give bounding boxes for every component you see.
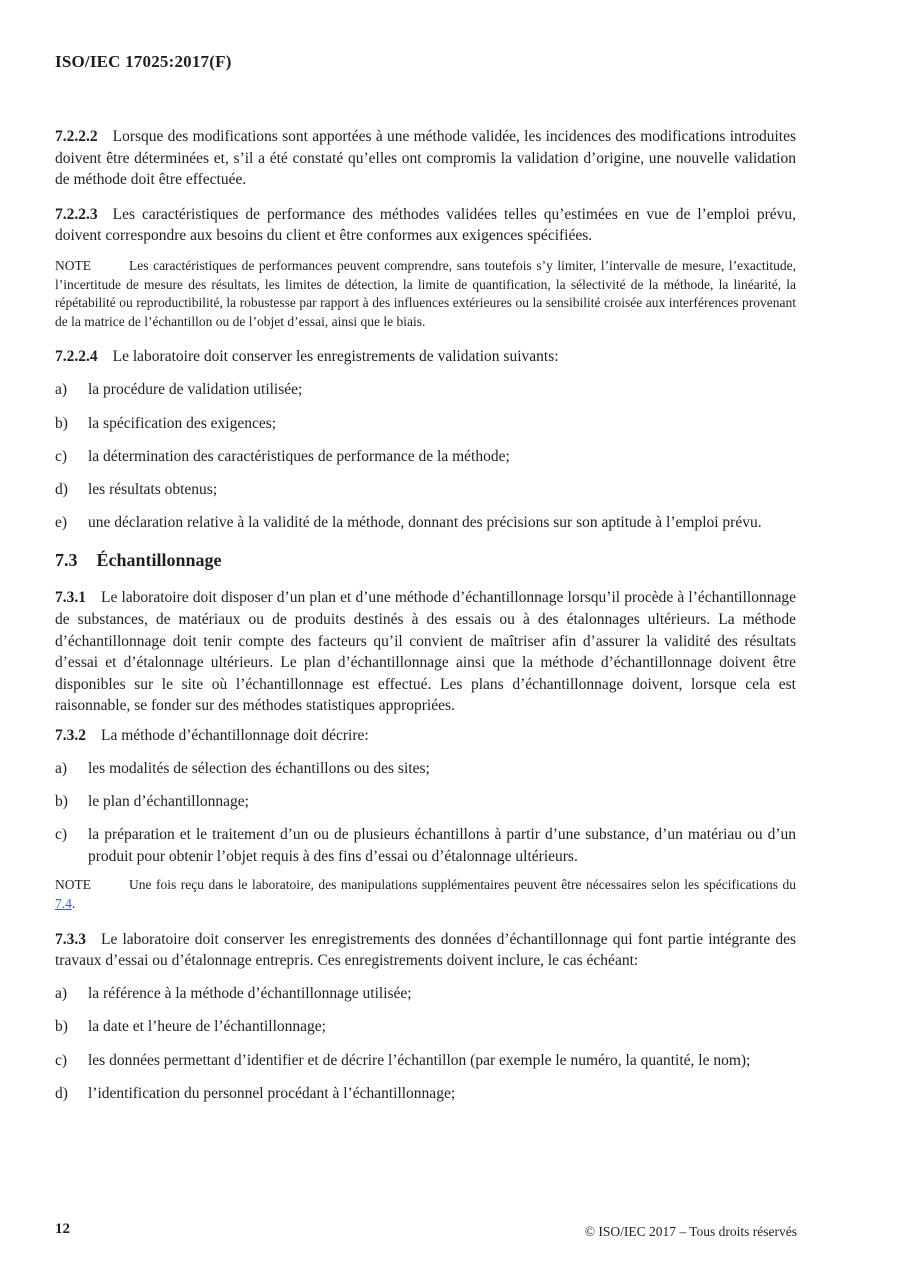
list-item-d xyxy=(55,1083,796,1105)
clause-7.2.2.3 xyxy=(55,204,796,247)
list-item-label: d) xyxy=(55,1084,68,1102)
list-item-b xyxy=(55,1016,796,1038)
copyright-notice: © ISO/IEC 2017 – Tous droits réservés xyxy=(584,1224,797,1239)
clause-number: 7.3.2 xyxy=(55,726,86,744)
list-item-e xyxy=(55,512,796,534)
clause-7.2.2.4 xyxy=(55,346,796,368)
list-item-c xyxy=(55,1050,796,1072)
clause-text: Le laboratoire doit conserver les enregistrements des données d’échantillonnage qui font partie intégrante des travaux d’essai ou d’étalonnage entrepris. Ces enregistrements doivent inclure, le cas échéant: xyxy=(55,930,796,970)
running-header: ISO/IEC 17025:2017(F) xyxy=(55,52,232,71)
note-7.3.2 xyxy=(55,876,796,913)
list-item-label: c) xyxy=(55,1051,68,1069)
clause-7.3.2 xyxy=(55,725,796,747)
clause-number: 7.3.3 xyxy=(55,930,86,948)
list-item-a xyxy=(55,983,796,1005)
clause-7.2.2.2 xyxy=(55,126,796,191)
list-item-label: a) xyxy=(55,985,68,1003)
list-item-text: une déclaration relative à la validité de la méthode, donnant des précisions sur son aptitude à l’emploi prévu. xyxy=(88,513,762,531)
note-text: Une fois reçu dans le laboratoire, des manipulations supplémentaires peuvent être nécessaires selon les spécifications du xyxy=(129,877,796,893)
list-item-text: la date et l’heure de l’échantillonnage; xyxy=(88,1018,326,1036)
note-label: NOTE xyxy=(55,877,91,893)
list-item-text: la procédure de validation utilisée; xyxy=(88,381,303,399)
list-item-text: les modalités de sélection des échantillons ou des sites; xyxy=(88,760,430,778)
note-text: Les caractéristiques de performances peuvent comprendre, sans toutefois s’y limiter, l’intervalle de mesure, l’exactitude, l’incertitude de mesure des résultats, les limites de détection, la limite de quantification, la sélectivité de la méthode, la linéarité, la répétabilité ou reproductibilité, la robustesse par rapport à des influences extérieures ou la sensibilité croisée aux interférences provenant de la matrice de l’échantillon ou de l’objet d’essai, ainsi que le biais. xyxy=(55,257,796,329)
clause-text: Lorsque des modifications sont apportées à une méthode validée, les incidences des modifications introduites doivent être déterminées et, s’il a été constaté qu’elles ont compromis la validation d’origine, une nouvelle validation de méthode doit être effectuée. xyxy=(55,128,796,189)
clause-text: Le laboratoire doit conserver les enregistrements de validation suivants: xyxy=(112,348,559,366)
list-item-text: la préparation et le traitement d’un ou de plusieurs échantillons à partir d’une substance, d’un matériau ou d’un produit pour obtenir l’objet requis à des fins d’essai ou d’étalonnage ultérieurs. xyxy=(88,826,796,865)
list-item-label: b) xyxy=(55,1018,68,1036)
list-item-label: b) xyxy=(55,414,68,432)
clause-text: Les caractéristiques de performance des méthodes validées telles qu’estimées en vue de l’emploi prévu, doivent correspondre aux besoins du client et être conformes aux exigences spécifiées. xyxy=(55,205,796,245)
note-label: NOTE xyxy=(55,257,91,273)
list-item-label: e) xyxy=(55,513,68,531)
list-item-text: les données permettant d’identifier et de décrire l’échantillon (par exemple le numéro, la quantité, le nom); xyxy=(88,1051,751,1069)
list-item-label: c) xyxy=(55,826,68,844)
clause-text: Le laboratoire doit disposer d’un plan et d’une méthode d’échantillonnage lorsqu’il procède à l’échantillonnage de substances, de matériaux ou de produits destinés à des essais ou à des étalonnages ultérieurs. La méthode d’échantillonnage doit tenir compte des facteurs qu’il convient de maîtriser afin d’assurer la validité des résultats d’essai et d’étalonnage ultérieurs. Le plan d’échantillonnage ainsi que la méthode d’échantillonnage doivent être disponibles sur le site où l’échantillonnage est effectué. Les plans d’échantillonnage doivent, lorsque cela est raisonnable, se fonder sur des méthodes statistiques appropriées. xyxy=(55,589,796,715)
list-item-a xyxy=(55,758,796,780)
clause-number: 7.2.2.3 xyxy=(55,205,98,223)
list-item-label: c) xyxy=(55,447,68,465)
list-item-b xyxy=(55,791,796,813)
cross-reference-link-7.4[interactable]: 7.4 xyxy=(55,896,72,912)
page-number: 12 xyxy=(55,1221,70,1237)
list-item-a xyxy=(55,379,796,401)
list-item-label: b) xyxy=(55,793,68,811)
clause-number: 7.2.2.4 xyxy=(55,348,98,366)
list-item-text: la spécification des exigences; xyxy=(88,414,277,432)
list-item-text: la référence à la méthode d’échantillonnage utilisée; xyxy=(88,985,412,1003)
heading-number: 7.3 xyxy=(55,550,78,571)
clause-number: 7.2.2.2 xyxy=(55,128,98,145)
section-heading-7.3 xyxy=(55,548,796,572)
clause-7.3.1 xyxy=(55,587,796,717)
clause-text: La méthode d’échantillonnage doit décrire: xyxy=(101,726,369,744)
list-item-text: l’identification du personnel procédant à l’échantillonnage; xyxy=(88,1084,456,1102)
page-content xyxy=(55,0,796,1104)
list-item-c xyxy=(55,446,796,468)
list-item-d xyxy=(55,479,796,501)
note-text-after: . xyxy=(71,896,76,912)
list-item-c xyxy=(55,824,796,867)
list-item-label: a) xyxy=(55,760,68,778)
list-item-text: le plan d’échantillonnage; xyxy=(88,793,249,811)
list-item-text: la détermination des caractéristiques de performance de la méthode; xyxy=(88,447,510,465)
clause-number: 7.3.1 xyxy=(55,589,86,607)
list-item-label: d) xyxy=(55,480,68,498)
note-7.2.2.3 xyxy=(55,257,796,331)
list-item-text: les résultats obtenus; xyxy=(88,480,218,498)
list-item-label: a) xyxy=(55,381,68,399)
heading-title: Échantillonnage xyxy=(96,550,222,571)
clause-7.3.3 xyxy=(55,929,796,972)
list-item-b xyxy=(55,413,796,435)
